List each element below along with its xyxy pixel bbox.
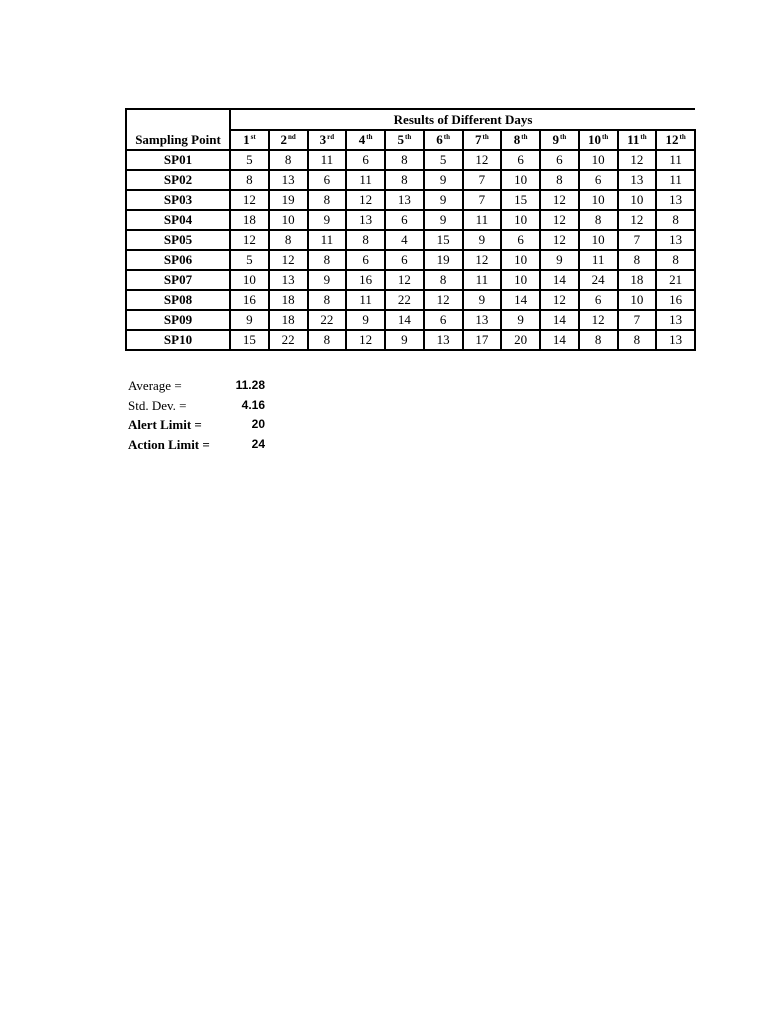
- table-row: [126, 210, 695, 230]
- result-cell: 20: [501, 330, 540, 350]
- result-cell: 4: [385, 230, 424, 250]
- result-cell: 8: [269, 230, 308, 250]
- day-suffix: th: [602, 133, 609, 141]
- result-cell: 6: [346, 250, 385, 270]
- result-cell: 9: [308, 210, 347, 230]
- day-number: 5: [397, 132, 404, 147]
- result-cell: 8: [346, 230, 385, 250]
- day-suffix: th: [640, 133, 647, 141]
- result-cell: 10: [579, 230, 618, 250]
- sampling-point-cell: SP10: [126, 330, 230, 350]
- result-cell: 14: [540, 310, 579, 330]
- result-cell: 7: [618, 310, 657, 330]
- result-cell: 12: [540, 290, 579, 310]
- results-table: [125, 108, 696, 351]
- stat-label: Alert Limit =: [128, 417, 202, 432]
- result-cell: 12: [463, 150, 502, 170]
- day-header-4: [346, 130, 385, 150]
- result-cell: 22: [385, 290, 424, 310]
- day-header-8: [501, 130, 540, 150]
- result-cell: 9: [230, 310, 269, 330]
- result-cell: 6: [385, 210, 424, 230]
- sampling-point-cell: SP06: [126, 250, 230, 270]
- day-suffix: th: [482, 133, 489, 141]
- result-cell: 11: [463, 270, 502, 290]
- result-cell: 8: [385, 170, 424, 190]
- result-cell: 9: [424, 190, 463, 210]
- day-header-11: [618, 130, 657, 150]
- result-cell: 9: [385, 330, 424, 350]
- result-cell: 10: [269, 210, 308, 230]
- sampling-point-cell: SP05: [126, 230, 230, 250]
- table-row: [126, 290, 695, 310]
- day-suffix: rd: [327, 133, 335, 141]
- day-suffix: th: [679, 133, 686, 141]
- result-cell: 19: [424, 250, 463, 270]
- stat-value: 4.16: [241, 397, 265, 412]
- stat-value: 20: [251, 417, 265, 431]
- result-cell: 8: [308, 250, 347, 270]
- result-cell: 24: [579, 270, 618, 290]
- sampling-point-cell: SP03: [126, 190, 230, 210]
- result-cell: 12: [540, 230, 579, 250]
- result-cell: 7: [618, 230, 657, 250]
- result-cell: 11: [308, 230, 347, 250]
- result-cell: 6: [579, 170, 618, 190]
- result-cell: 5: [230, 250, 269, 270]
- day-suffix: th: [443, 133, 450, 141]
- result-cell: 9: [346, 310, 385, 330]
- table-row: [126, 190, 695, 210]
- result-cell: 8: [424, 270, 463, 290]
- result-cell: 6: [385, 250, 424, 270]
- corner-cell: [126, 109, 230, 130]
- stat-row: [128, 376, 265, 396]
- result-cell: 16: [346, 270, 385, 290]
- result-cell: 11: [656, 150, 695, 170]
- result-cell: 15: [230, 330, 269, 350]
- sampling-point-header: Sampling Point: [126, 130, 230, 150]
- sampling-point-cell: SP07: [126, 270, 230, 290]
- table-row: [126, 250, 695, 270]
- group-header: Results of Different Days: [230, 109, 695, 130]
- day-header-6: [424, 130, 463, 150]
- day-header-5: [385, 130, 424, 150]
- result-cell: 12: [346, 330, 385, 350]
- stat-row: [128, 396, 265, 416]
- result-cell: 13: [424, 330, 463, 350]
- day-number: 12: [665, 132, 679, 147]
- result-cell: 7: [463, 170, 502, 190]
- result-cell: 10: [230, 270, 269, 290]
- stat-row: [128, 415, 265, 435]
- result-cell: 16: [230, 290, 269, 310]
- day-suffix: th: [560, 133, 567, 141]
- result-cell: 5: [230, 150, 269, 170]
- day-header-1: [230, 130, 269, 150]
- result-cell: 18: [269, 310, 308, 330]
- day-header-9: [540, 130, 579, 150]
- result-cell: 8: [618, 250, 657, 270]
- result-cell: 8: [540, 170, 579, 190]
- result-cell: 10: [501, 250, 540, 270]
- result-cell: 13: [463, 310, 502, 330]
- result-cell: 8: [579, 210, 618, 230]
- result-cell: 8: [656, 250, 695, 270]
- result-cell: 19: [269, 190, 308, 210]
- result-cell: 7: [463, 190, 502, 210]
- day-number: 4: [358, 132, 366, 147]
- sampling-point-cell: SP09: [126, 310, 230, 330]
- stat-row: [128, 435, 265, 455]
- results-sheet: [125, 108, 696, 351]
- table-row: [126, 150, 695, 170]
- result-cell: 8: [579, 330, 618, 350]
- result-cell: 10: [501, 210, 540, 230]
- day-suffix: nd: [287, 133, 296, 141]
- result-cell: 5: [424, 150, 463, 170]
- result-cell: 6: [501, 230, 540, 250]
- day-suffix: th: [521, 133, 528, 141]
- result-cell: 12: [540, 190, 579, 210]
- result-cell: 14: [501, 290, 540, 310]
- day-number: 3: [319, 132, 327, 147]
- result-cell: 12: [618, 150, 657, 170]
- result-cell: 12: [618, 210, 657, 230]
- day-header-3: [308, 130, 347, 150]
- result-cell: 10: [501, 170, 540, 190]
- day-suffix: th: [366, 133, 373, 141]
- day-number: 7: [475, 132, 482, 147]
- result-cell: 6: [540, 150, 579, 170]
- result-cell: 13: [269, 270, 308, 290]
- result-cell: 15: [424, 230, 463, 250]
- summary-stats: [128, 376, 265, 454]
- table-row: [126, 170, 695, 190]
- result-cell: 9: [424, 210, 463, 230]
- result-cell: 11: [656, 170, 695, 190]
- result-cell: 12: [346, 190, 385, 210]
- result-cell: 14: [385, 310, 424, 330]
- result-cell: 10: [579, 150, 618, 170]
- result-cell: 15: [501, 190, 540, 210]
- result-cell: 6: [579, 290, 618, 310]
- result-cell: 11: [463, 210, 502, 230]
- result-cell: 12: [463, 250, 502, 270]
- day-number: 2: [280, 132, 287, 147]
- stat-value: 24: [251, 436, 265, 451]
- result-cell: 8: [308, 330, 347, 350]
- table-row: [126, 310, 695, 330]
- result-cell: 13: [656, 230, 695, 250]
- result-cell: 16: [656, 290, 695, 310]
- result-cell: 22: [269, 330, 308, 350]
- result-cell: 8: [269, 150, 308, 170]
- result-cell: 12: [540, 210, 579, 230]
- result-cell: 9: [424, 170, 463, 190]
- day-number: 9: [552, 132, 559, 147]
- sampling-point-cell: SP01: [126, 150, 230, 170]
- day-number: 8: [513, 132, 521, 147]
- result-cell: 13: [269, 170, 308, 190]
- result-cell: 8: [308, 290, 347, 310]
- result-cell: 9: [463, 290, 502, 310]
- result-cell: 13: [656, 330, 695, 350]
- result-cell: 13: [618, 170, 657, 190]
- result-cell: 8: [385, 150, 424, 170]
- result-cell: 6: [501, 150, 540, 170]
- result-cell: 11: [346, 170, 385, 190]
- sampling-point-cell: SP04: [126, 210, 230, 230]
- result-cell: 6: [308, 170, 347, 190]
- result-cell: 11: [346, 290, 385, 310]
- stat-label: Average =: [128, 378, 182, 393]
- result-cell: 9: [501, 310, 540, 330]
- result-cell: 6: [424, 310, 463, 330]
- result-cell: 13: [346, 210, 385, 230]
- table-row: [126, 270, 695, 290]
- result-cell: 10: [618, 290, 657, 310]
- results-body: [126, 150, 695, 350]
- result-cell: 21: [656, 270, 695, 290]
- result-cell: 9: [308, 270, 347, 290]
- result-cell: 12: [385, 270, 424, 290]
- result-cell: 12: [269, 250, 308, 270]
- result-cell: 9: [463, 230, 502, 250]
- result-cell: 12: [579, 310, 618, 330]
- result-cell: 10: [501, 270, 540, 290]
- result-cell: 11: [579, 250, 618, 270]
- stat-label: Action Limit =: [128, 436, 210, 452]
- result-cell: 11: [308, 150, 347, 170]
- day-header-12: [656, 130, 695, 150]
- result-cell: 8: [618, 330, 657, 350]
- result-cell: 10: [579, 190, 618, 210]
- result-cell: 13: [656, 190, 695, 210]
- result-cell: 9: [540, 250, 579, 270]
- day-header-7: [463, 130, 502, 150]
- day-number: 6: [436, 132, 443, 147]
- result-cell: 12: [230, 190, 269, 210]
- result-cell: 8: [656, 210, 695, 230]
- table-row: [126, 230, 695, 250]
- result-cell: 18: [618, 270, 657, 290]
- result-cell: 17: [463, 330, 502, 350]
- group-header-row: [126, 109, 695, 130]
- sampling-point-cell: SP02: [126, 170, 230, 190]
- result-cell: 14: [540, 270, 579, 290]
- result-cell: 8: [230, 170, 269, 190]
- result-cell: 22: [308, 310, 347, 330]
- table-row: [126, 330, 695, 350]
- day-suffix: th: [405, 133, 412, 141]
- day-header-2: [269, 130, 308, 150]
- day-number: 1: [243, 132, 250, 147]
- result-cell: 14: [540, 330, 579, 350]
- result-cell: 12: [424, 290, 463, 310]
- sampling-point-cell: SP08: [126, 290, 230, 310]
- day-header-row: [126, 130, 695, 150]
- stat-label: Std. Dev. =: [128, 397, 187, 413]
- stat-value: 11.28: [235, 378, 265, 392]
- result-cell: 18: [230, 210, 269, 230]
- day-header-10: [579, 130, 618, 150]
- day-suffix: st: [250, 133, 256, 141]
- result-cell: 18: [269, 290, 308, 310]
- day-number: 10: [588, 132, 601, 147]
- result-cell: 6: [346, 150, 385, 170]
- result-cell: 10: [618, 190, 657, 210]
- result-cell: 12: [230, 230, 269, 250]
- result-cell: 8: [308, 190, 347, 210]
- day-number: 11: [627, 132, 640, 147]
- result-cell: 13: [656, 310, 695, 330]
- result-cell: 13: [385, 190, 424, 210]
